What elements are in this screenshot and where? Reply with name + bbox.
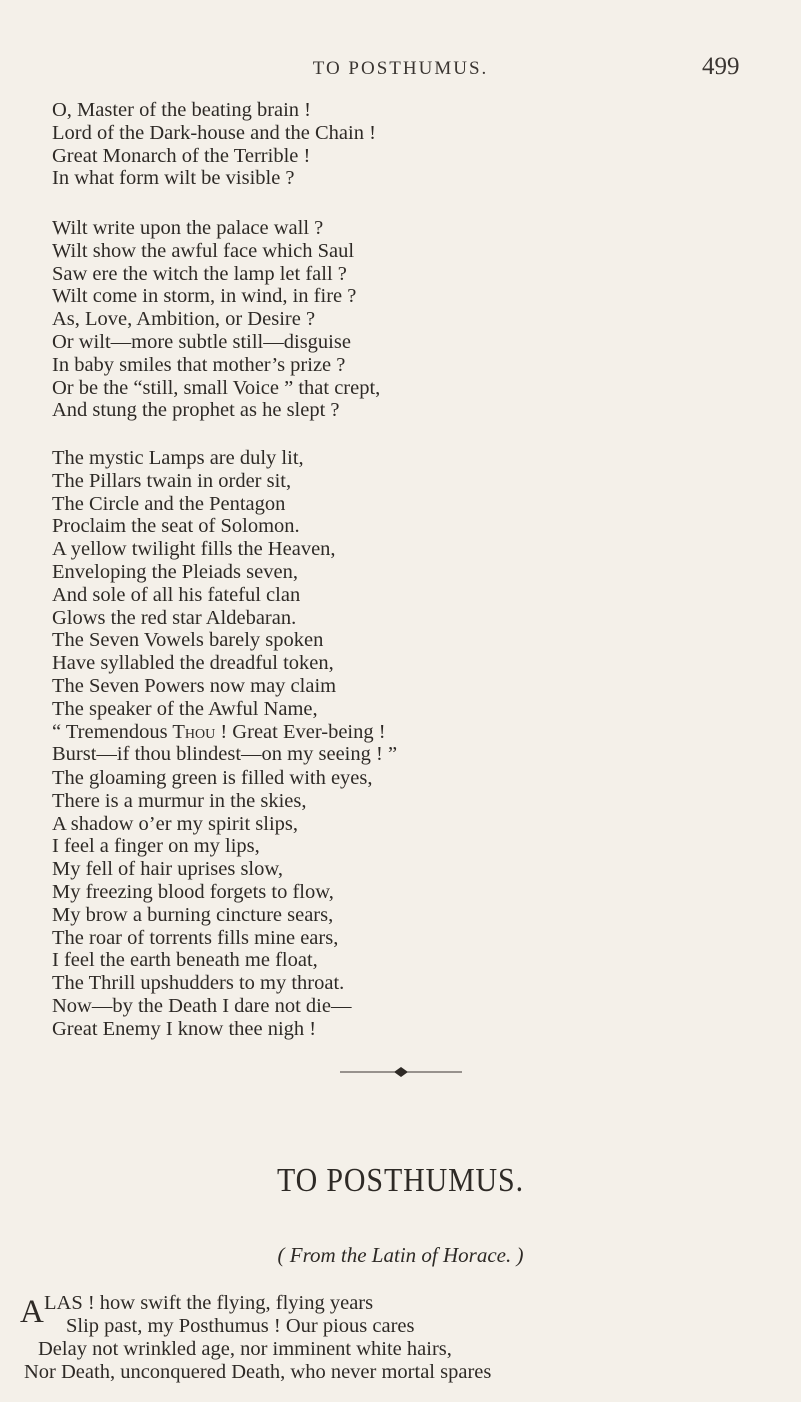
verse-line: Wilt come in storm, in wind, in fire ? — [52, 285, 357, 308]
verse-line: My brow a burning cincture sears, — [52, 903, 334, 926]
verse-line: The speaker of the Awful Name, — [52, 697, 318, 720]
stanza-3 — [52, 447, 397, 766]
verse-line: Burst—if thou blindest—on my seeing ! ” — [52, 743, 398, 766]
verse-line: In baby smiles that mother’s prize ? — [52, 353, 346, 376]
verse-line: Wilt show the awful face which Saul — [52, 239, 355, 262]
verse-line: Now—by the Death I dare not die— — [52, 994, 352, 1017]
verse-line: The mystic Lamps are duly lit, — [52, 447, 304, 469]
verse-line: Or be the “still, small Voice ” that crept, — [52, 376, 381, 399]
verse-line: In what form wilt be visible ? — [52, 167, 295, 190]
verse-line: Wilt write upon the palace wall ? — [52, 217, 324, 239]
verse-line: Lord of the Dark-house and the Chain ! — [52, 121, 376, 144]
verse-line: The gloaming green is filled with eyes, — [52, 767, 373, 789]
verse-line: The Thrill upshudders to my throat. — [52, 972, 345, 995]
verse-line: The Circle and the Pentagon — [52, 492, 286, 515]
stanza-2 — [52, 217, 380, 422]
poem-title: TO POSTHUMUS. — [276, 1162, 524, 1199]
stanza-1 — [52, 99, 376, 190]
verse-line: A yellow twilight fills the Heaven, — [52, 538, 336, 561]
verse-line: The roar of torrents fills mine ears, — [52, 926, 339, 949]
verse-line: O, Master of the beating brain ! — [52, 99, 312, 121]
verse-line: Saw ere the witch the lamp let fall ? — [52, 262, 347, 285]
stanza-4 — [52, 767, 373, 1041]
verse-line: Nor Death, unconquered Death, who never mortal spares — [24, 1361, 492, 1383]
verse-line: My fell of hair uprises slow, — [52, 858, 283, 881]
verse-line: Delay not wrinkled age, nor imminent white hairs, — [38, 1338, 452, 1360]
verse-line: The Seven Vowels barely spoken — [52, 629, 324, 652]
running-head: TO POSTHUMUS. — [312, 58, 489, 79]
verse-line: Glows the red star Aldebaran. — [52, 606, 297, 629]
section-divider-ornament — [340, 1066, 462, 1078]
poem-subtitle: ( From the Latin of Horace. ) — [277, 1243, 524, 1267]
verse-line: A shadow o’er my spirit slips, — [52, 812, 298, 835]
verse-line: LAS ! how swift the flying, flying years — [44, 1292, 374, 1314]
verse-line: Proclaim the seat of Solomon. — [52, 515, 300, 538]
verse-line: Have syllabled the dreadful token, — [52, 652, 334, 675]
verse-line: Great Monarch of the Terrible ! — [52, 144, 311, 167]
verse-line: Or wilt—more subtle still—disguise — [52, 330, 351, 353]
verse-line: The Seven Powers now may claim — [52, 674, 337, 697]
verse-line: And sole of all his fateful clan — [52, 583, 301, 606]
drop-cap: A — [20, 1294, 44, 1330]
verse-line: My freezing blood forgets to flow, — [52, 880, 334, 903]
verse-line: Great Enemy I know thee nigh ! — [52, 1017, 317, 1040]
verse-line: “ Tremendous Thou ! Great Ever-being ! — [52, 720, 386, 743]
verse-line: Enveloping the Pleiads seven, — [52, 560, 298, 583]
verse-line: As, Love, Ambition, or Desire ? — [52, 308, 316, 331]
verse-line: And stung the prophet as he slept ? — [52, 399, 340, 422]
verse-line: I feel a finger on my lips, — [52, 835, 260, 858]
verse-line: Slip past, my Posthumus ! Our pious cares — [66, 1315, 415, 1337]
verse-line: There is a murmur in the skies, — [52, 789, 307, 812]
verse-line: The Pillars twain in order sit, — [52, 469, 292, 492]
page-number: 499 — [702, 53, 740, 80]
verse-line: I feel the earth beneath me float, — [52, 949, 318, 972]
